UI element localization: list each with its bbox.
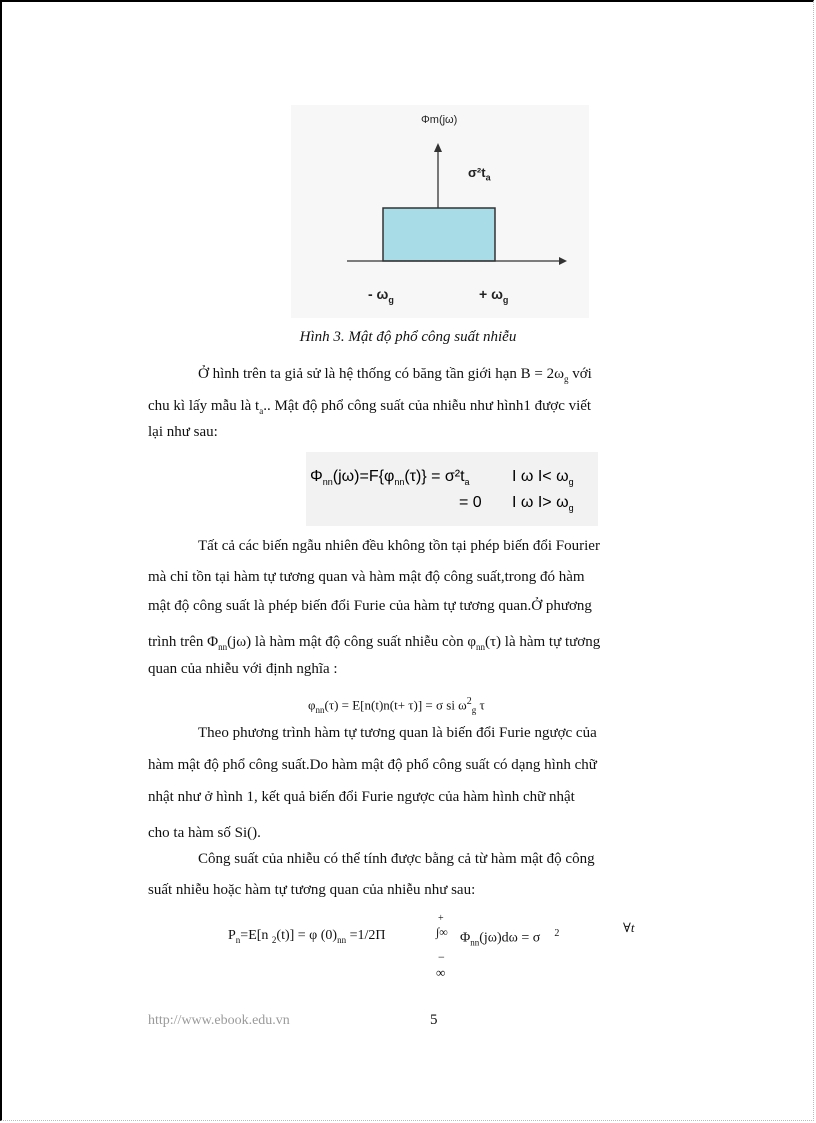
para3-line3: nhật như ở hình 1, kết quả biến đổi Furie ngược của hàm hình chữ nhật	[148, 789, 575, 805]
para3-line1: Theo phương trình hàm tự tương quan là biến đổi Furie ngược của	[198, 725, 597, 741]
power-equation-right: $\Phi_{nn}(j\omega)d\omega = \sigma$ $^2$	[460, 928, 560, 948]
power-spectrum-formula	[306, 452, 598, 526]
y-axis-label: Φm(jω)	[421, 114, 458, 126]
x-axis-arrow	[559, 257, 567, 265]
para4-line2: suất nhiễu hoặc hàm tự tương quan của nhiễu như sau:	[148, 882, 476, 898]
y-axis-arrow	[434, 143, 442, 152]
footer-url: http://www.ebook.edu.vn	[148, 1013, 290, 1028]
formula-line1: $\Phi_{nn}(j\omega)=F\{\varphi_{nn}(\tau)\} = \sigma^2t_a$	[310, 468, 470, 488]
para1-line1: Ở hình trên ta giả sử là hệ thống có băng tần giới hạn $B = 2\omega_g$ với	[198, 366, 592, 384]
figure-caption: Hình 3. Mật độ phổ công suất nhiễu	[299, 329, 517, 345]
left-cutoff-label: - $\omega_g$	[368, 286, 394, 305]
para1-line3: lại như sau:	[148, 424, 218, 440]
integral-lower-minus: −	[438, 950, 445, 964]
para2-line3: mật độ công suất là phép biến đổi Furie của hàm tự tương quan.Ở phương	[148, 598, 592, 614]
para4-line1: Công suất của nhiễu có thể tính được bằng cả từ hàm mật độ công	[198, 851, 595, 867]
integral-upper-limit: +	[438, 913, 444, 924]
right-cutoff-label: + $\omega_g$	[479, 286, 509, 305]
autocorrelation-equation: $\varphi_{nn}(\tau) = E[n(t)n(t+ \tau)] = \sigma$ si $\omega^2_g$ τ	[308, 696, 485, 715]
forall-symbol: ∀t	[623, 920, 635, 935]
para2-line5: quan của nhiễu với định nghĩa :	[148, 661, 338, 677]
power-equation-left: $P_n=E[n$ $_2$(t)] = φ $(0)_{nn} =1/2\Pi$	[228, 928, 386, 945]
power-spectrum-figure	[291, 105, 589, 318]
para2-line1: Tất cả các biến ngẫu nhiên đều không tồn tại phép biến đổi Fourier	[198, 538, 600, 554]
integral-sign: ∫∞	[436, 925, 448, 939]
para3-line2: hàm mật độ phổ công suất.Do hàm mật độ phổ công suất có dạng hình chữ	[148, 757, 597, 773]
para2-line4: trình trên $\Phi_{nn}(j\omega)$ là hàm mật độ công suất nhiễu còn $\varphi_{nn}(\tau)$ là hàm tự tương	[148, 634, 601, 652]
page-number: 5	[430, 1012, 438, 1028]
spectrum-rectangle	[383, 208, 495, 261]
power-spectrum-diagram	[291, 105, 589, 318]
height-label: $\sigma^2t_a$	[468, 165, 491, 183]
para3-line4: cho ta hàm số Si().	[148, 825, 261, 841]
formula-line1-condition: I ω $I< \omega_g$	[512, 468, 574, 488]
formula-line2-condition: I ω $I> \omega_g$	[512, 494, 574, 514]
para1-line2: chu kì lấy mẫu là $t_a$.. Mật độ phổ công suất của nhiễu như hình1 được viết	[148, 398, 592, 416]
integral-lower-infinity: ∞	[436, 965, 446, 980]
formula-line2: = 0	[459, 494, 482, 511]
para2-line2: mà chỉ tồn tại hàm tự tương quan và hàm mật độ công suất,trong đó hàm	[148, 569, 585, 585]
